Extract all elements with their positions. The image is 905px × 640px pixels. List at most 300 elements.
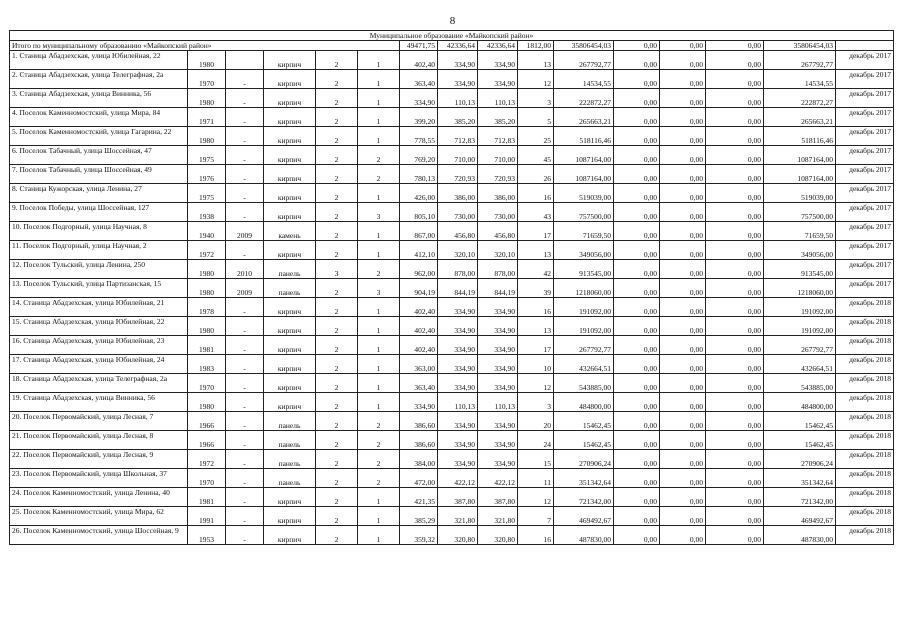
region-budget-cell: 0,00 bbox=[660, 108, 706, 127]
address-cell: 4. Поселок Каменномостский, улица Мира, 84 bbox=[10, 108, 188, 127]
address-cell: 17. Станица Абадзехская, улица Юбилейная, 24 bbox=[10, 355, 188, 374]
total-cost: 35806454,03 bbox=[554, 41, 614, 51]
owners-funds-cell: 267792,77 bbox=[764, 336, 836, 355]
private-area-cell: 456,80 bbox=[478, 222, 518, 241]
entrances-cell: 1 bbox=[358, 298, 400, 317]
local-budget-cell: 0,00 bbox=[706, 450, 764, 469]
local-budget-cell: 0,00 bbox=[706, 241, 764, 260]
table-row bbox=[10, 108, 894, 127]
region-budget-cell: 0,00 bbox=[660, 526, 706, 545]
total-area: 49471,75 bbox=[400, 41, 438, 51]
municipality-header-row bbox=[10, 31, 894, 41]
total-cost-cell: 270906,24 bbox=[554, 450, 614, 469]
residential-area-cell: 385,20 bbox=[438, 108, 478, 127]
table-row bbox=[10, 279, 894, 298]
private-area-cell: 334,90 bbox=[478, 70, 518, 89]
year-built-cell: 1981 bbox=[188, 488, 226, 507]
private-area-cell: 110,13 bbox=[478, 89, 518, 108]
local-budget-cell: 0,00 bbox=[706, 51, 764, 70]
reconstruction-year-cell: - bbox=[226, 374, 264, 393]
year-built-cell: 1953 bbox=[188, 526, 226, 545]
wall-material-cell: кирпич bbox=[264, 70, 316, 89]
owners-funds-cell: 222872,27 bbox=[764, 89, 836, 108]
floors-cell: 3 bbox=[316, 260, 358, 279]
residential-area-cell: 878,00 bbox=[438, 260, 478, 279]
local-budget-cell: 0,00 bbox=[706, 526, 764, 545]
planned-date-cell: декабрь 2018 bbox=[836, 298, 894, 317]
total-area-cell: 386,60 bbox=[400, 431, 438, 450]
region-budget-cell: 0,00 bbox=[660, 450, 706, 469]
year-built-cell: 1980 bbox=[188, 393, 226, 412]
total-area-cell: 472,00 bbox=[400, 469, 438, 488]
residents-cell: 13 bbox=[518, 241, 554, 260]
local-budget-cell: 0,00 bbox=[706, 70, 764, 89]
private-area-cell: 334,90 bbox=[478, 450, 518, 469]
local-budget-cell: 0,00 bbox=[706, 507, 764, 526]
year-built-cell: 1971 bbox=[188, 108, 226, 127]
floors-cell: 2 bbox=[316, 393, 358, 412]
wall-material-cell: кирпич bbox=[264, 184, 316, 203]
year-built-cell: 1938 bbox=[188, 203, 226, 222]
reconstruction-year-cell: - bbox=[226, 431, 264, 450]
fund-cell: 0,00 bbox=[614, 146, 660, 165]
wall-material-cell: кирпич bbox=[264, 203, 316, 222]
floors-cell: 2 bbox=[316, 412, 358, 431]
fund-cell: 0,00 bbox=[614, 507, 660, 526]
reconstruction-year-cell: - bbox=[226, 89, 264, 108]
floors-cell: 2 bbox=[316, 108, 358, 127]
residential-area-cell: 334,90 bbox=[438, 70, 478, 89]
total-cost-cell: 191092,00 bbox=[554, 317, 614, 336]
floors-cell: 2 bbox=[316, 203, 358, 222]
fund-cell: 0,00 bbox=[614, 374, 660, 393]
wall-material-cell: панель bbox=[264, 469, 316, 488]
table-row bbox=[10, 336, 894, 355]
local-budget-cell: 0,00 bbox=[706, 184, 764, 203]
address-cell: 14. Станица Абадзехская, улица Юбилейная, 21 bbox=[10, 298, 188, 317]
reconstruction-year-cell: - bbox=[226, 165, 264, 184]
entrances-cell: 1 bbox=[358, 336, 400, 355]
planned-date-cell: декабрь 2018 bbox=[836, 374, 894, 393]
address-cell: 8. Станица Кужорская, улица Ленина, 27 bbox=[10, 184, 188, 203]
housing-program-table bbox=[9, 30, 894, 545]
total-area-cell: 385,29 bbox=[400, 507, 438, 526]
owners-funds-cell: 913545,00 bbox=[764, 260, 836, 279]
address-cell: 13. Поселок Тульский, улица Партизанская, 15 bbox=[10, 279, 188, 298]
region-budget-cell: 0,00 bbox=[660, 412, 706, 431]
total-cost-cell: 1087164,00 bbox=[554, 146, 614, 165]
owners-funds-cell: 270906,24 bbox=[764, 450, 836, 469]
residential-area-cell: 321,80 bbox=[438, 507, 478, 526]
owners-funds-cell: 518116,46 bbox=[764, 127, 836, 146]
entrances-cell: 1 bbox=[358, 241, 400, 260]
total-area-cell: 778,55 bbox=[400, 127, 438, 146]
residents-cell: 17 bbox=[518, 222, 554, 241]
total-cost-cell: 351342,64 bbox=[554, 469, 614, 488]
residential-area-cell: 456,80 bbox=[438, 222, 478, 241]
total-area-cell: 363,40 bbox=[400, 374, 438, 393]
address-cell: 18. Станица Абадзехская, улица Телеграфная, 2а bbox=[10, 374, 188, 393]
total-fund: 0,00 bbox=[614, 41, 660, 51]
residents-cell: 13 bbox=[518, 317, 554, 336]
entrances-cell: 2 bbox=[358, 165, 400, 184]
floors-cell: 2 bbox=[316, 70, 358, 89]
year-built-cell: 1980 bbox=[188, 127, 226, 146]
reconstruction-year-cell: 2009 bbox=[226, 279, 264, 298]
fund-cell: 0,00 bbox=[614, 355, 660, 374]
entrances-cell: 2 bbox=[358, 412, 400, 431]
residential-area-cell: 320,80 bbox=[438, 526, 478, 545]
entrances-cell: 1 bbox=[358, 222, 400, 241]
address-cell: 9. Поселок Победы, улица Шоссейная, 127 bbox=[10, 203, 188, 222]
owners-funds-cell: 267792,77 bbox=[764, 51, 836, 70]
owners-funds-cell: 265663,21 bbox=[764, 108, 836, 127]
region-budget-cell: 0,00 bbox=[660, 260, 706, 279]
floors-cell: 2 bbox=[316, 89, 358, 108]
region-budget-cell: 0,00 bbox=[660, 317, 706, 336]
total-cost-cell: 757500,00 bbox=[554, 203, 614, 222]
residential-area-cell: 334,90 bbox=[438, 317, 478, 336]
reconstruction-year-cell: - bbox=[226, 393, 264, 412]
fund-cell: 0,00 bbox=[614, 526, 660, 545]
address-cell: 1. Станица Абадзехская, улица Юбилейная, 22 bbox=[10, 51, 188, 70]
table-row bbox=[10, 203, 894, 222]
table-row bbox=[10, 412, 894, 431]
address-cell: 19. Станица Абадзехская, улица Винника, 56 bbox=[10, 393, 188, 412]
year-built-cell: 1980 bbox=[188, 260, 226, 279]
owners-funds-cell: 15462,45 bbox=[764, 412, 836, 431]
fund-cell: 0,00 bbox=[614, 108, 660, 127]
table-row bbox=[10, 184, 894, 203]
entrances-cell: 2 bbox=[358, 146, 400, 165]
fund-cell: 0,00 bbox=[614, 336, 660, 355]
total-cost-cell: 432664,51 bbox=[554, 355, 614, 374]
private-area-cell: 334,90 bbox=[478, 317, 518, 336]
total-cost-cell: 267792,77 bbox=[554, 336, 614, 355]
floors-cell: 2 bbox=[316, 450, 358, 469]
planned-date-cell: декабрь 2018 bbox=[836, 336, 894, 355]
reconstruction-year-cell: - bbox=[226, 469, 264, 488]
table-row bbox=[10, 222, 894, 241]
reconstruction-year-cell: - bbox=[226, 488, 264, 507]
total-area-cell: 402,40 bbox=[400, 298, 438, 317]
total-cost-cell: 1087164,00 bbox=[554, 165, 614, 184]
fund-cell: 0,00 bbox=[614, 298, 660, 317]
residents-cell: 26 bbox=[518, 165, 554, 184]
entrances-cell: 1 bbox=[358, 355, 400, 374]
total-cost-cell: 518116,46 bbox=[554, 127, 614, 146]
fund-cell: 0,00 bbox=[614, 51, 660, 70]
owners-funds-cell: 351342,64 bbox=[764, 469, 836, 488]
address-cell: 21. Поселок Первомайский, улица Лесная, 8 bbox=[10, 431, 188, 450]
owners-funds-cell: 191092,00 bbox=[764, 298, 836, 317]
entrances-cell: 2 bbox=[358, 431, 400, 450]
region-budget-cell: 0,00 bbox=[660, 222, 706, 241]
entrances-cell: 1 bbox=[358, 184, 400, 203]
owners-funds-cell: 14534,55 bbox=[764, 70, 836, 89]
owners-funds-cell: 519039,00 bbox=[764, 184, 836, 203]
year-built-cell: 1980 bbox=[188, 89, 226, 108]
fund-cell: 0,00 bbox=[614, 260, 660, 279]
total-cost-cell: 721342,00 bbox=[554, 488, 614, 507]
local-budget-cell: 0,00 bbox=[706, 127, 764, 146]
reconstruction-year-cell: - bbox=[226, 336, 264, 355]
total-cost-cell: 543885,00 bbox=[554, 374, 614, 393]
residential-area-cell: 710,00 bbox=[438, 146, 478, 165]
total-area-cell: 421,35 bbox=[400, 488, 438, 507]
entrances-cell: 1 bbox=[358, 488, 400, 507]
private-area-cell: 320,80 bbox=[478, 526, 518, 545]
local-budget-cell: 0,00 bbox=[706, 374, 764, 393]
residential-area-cell: 334,90 bbox=[438, 51, 478, 70]
residents-cell: 25 bbox=[518, 127, 554, 146]
wall-material-cell: кирпич bbox=[264, 108, 316, 127]
wall-material-cell: кирпич bbox=[264, 336, 316, 355]
reconstruction-year-cell: - bbox=[226, 526, 264, 545]
residential-area-cell: 387,80 bbox=[438, 488, 478, 507]
total-region: 0,00 bbox=[660, 41, 706, 51]
table-row bbox=[10, 526, 894, 545]
local-budget-cell: 0,00 bbox=[706, 279, 764, 298]
total-area-cell: 399,20 bbox=[400, 108, 438, 127]
entrances-cell: 3 bbox=[358, 203, 400, 222]
region-budget-cell: 0,00 bbox=[660, 51, 706, 70]
table-row bbox=[10, 317, 894, 336]
local-budget-cell: 0,00 bbox=[706, 165, 764, 184]
reconstruction-year-cell: - bbox=[226, 70, 264, 89]
residential-area-cell: 386,00 bbox=[438, 184, 478, 203]
address-cell: 24. Поселок Каменномостский, улица Ленина, 40 bbox=[10, 488, 188, 507]
residents-cell: 3 bbox=[518, 393, 554, 412]
floors-cell: 2 bbox=[316, 431, 358, 450]
planned-date-cell: декабрь 2018 bbox=[836, 450, 894, 469]
total-cost-cell: 1218060,00 bbox=[554, 279, 614, 298]
residents-cell: 16 bbox=[518, 298, 554, 317]
residents-cell: 45 bbox=[518, 146, 554, 165]
floors-cell: 2 bbox=[316, 336, 358, 355]
local-budget-cell: 0,00 bbox=[706, 393, 764, 412]
fund-cell: 0,00 bbox=[614, 488, 660, 507]
wall-material-cell: кирпич bbox=[264, 89, 316, 108]
owners-funds-cell: 1218060,00 bbox=[764, 279, 836, 298]
total-area-cell: 904,19 bbox=[400, 279, 438, 298]
entrances-cell: 1 bbox=[358, 70, 400, 89]
address-cell: 23. Поселок Первомайский, улица Школьная, 37 bbox=[10, 469, 188, 488]
local-budget-cell: 0,00 bbox=[706, 108, 764, 127]
table-row bbox=[10, 393, 894, 412]
local-budget-cell: 0,00 bbox=[706, 336, 764, 355]
total-label: Итого по муниципальному образованию «Майкопский район» bbox=[10, 41, 400, 51]
total-area-cell: 334,90 bbox=[400, 393, 438, 412]
total-area-cell: 363,00 bbox=[400, 355, 438, 374]
region-budget-cell: 0,00 bbox=[660, 165, 706, 184]
local-budget-cell: 0,00 bbox=[706, 469, 764, 488]
year-built-cell: 1970 bbox=[188, 374, 226, 393]
planned-date-cell: декабрь 2017 bbox=[836, 241, 894, 260]
total-area-residential: 42336,64 bbox=[438, 41, 478, 51]
private-area-cell: 334,90 bbox=[478, 431, 518, 450]
region-budget-cell: 0,00 bbox=[660, 298, 706, 317]
wall-material-cell: кирпич bbox=[264, 526, 316, 545]
reconstruction-year-cell: - bbox=[226, 127, 264, 146]
residents-cell: 12 bbox=[518, 488, 554, 507]
wall-material-cell: кирпич bbox=[264, 241, 316, 260]
residential-area-cell: 334,90 bbox=[438, 450, 478, 469]
floors-cell: 2 bbox=[316, 184, 358, 203]
address-cell: 5. Поселок Каменномостский, улица Гагарина, 22 bbox=[10, 127, 188, 146]
planned-date-cell: декабрь 2017 bbox=[836, 222, 894, 241]
entrances-cell: 1 bbox=[358, 507, 400, 526]
residential-area-cell: 334,90 bbox=[438, 298, 478, 317]
fund-cell: 0,00 bbox=[614, 203, 660, 222]
private-area-cell: 334,90 bbox=[478, 374, 518, 393]
floors-cell: 2 bbox=[316, 279, 358, 298]
residential-area-cell: 422,12 bbox=[438, 469, 478, 488]
table-row bbox=[10, 374, 894, 393]
fund-cell: 0,00 bbox=[614, 279, 660, 298]
table-row bbox=[10, 507, 894, 526]
wall-material-cell: панель bbox=[264, 450, 316, 469]
owners-funds-cell: 469492,67 bbox=[764, 507, 836, 526]
floors-cell: 2 bbox=[316, 507, 358, 526]
total-area-cell: 384,00 bbox=[400, 450, 438, 469]
region-budget-cell: 0,00 bbox=[660, 279, 706, 298]
reconstruction-year-cell: - bbox=[226, 450, 264, 469]
residents-cell: 7 bbox=[518, 507, 554, 526]
entrances-cell: 1 bbox=[358, 51, 400, 70]
year-built-cell: 1983 bbox=[188, 355, 226, 374]
total-cost-cell: 15462,45 bbox=[554, 412, 614, 431]
entrances-cell: 1 bbox=[358, 108, 400, 127]
wall-material-cell: кирпич bbox=[264, 355, 316, 374]
planned-date-cell: декабрь 2017 bbox=[836, 260, 894, 279]
year-built-cell: 1970 bbox=[188, 70, 226, 89]
table-row bbox=[10, 431, 894, 450]
floors-cell: 2 bbox=[316, 526, 358, 545]
planned-date-cell: декабрь 2017 bbox=[836, 165, 894, 184]
fund-cell: 0,00 bbox=[614, 241, 660, 260]
year-built-cell: 1976 bbox=[188, 165, 226, 184]
total-area-cell: 386,60 bbox=[400, 412, 438, 431]
private-area-cell: 385,20 bbox=[478, 108, 518, 127]
table-row bbox=[10, 146, 894, 165]
entrances-cell: 3 bbox=[358, 279, 400, 298]
region-budget-cell: 0,00 bbox=[660, 355, 706, 374]
total-owners: 35806454,03 bbox=[764, 41, 836, 51]
private-area-cell: 321,80 bbox=[478, 507, 518, 526]
wall-material-cell: панель bbox=[264, 431, 316, 450]
residential-area-cell: 712,83 bbox=[438, 127, 478, 146]
total-area-cell: 867,00 bbox=[400, 222, 438, 241]
fund-cell: 0,00 bbox=[614, 393, 660, 412]
private-area-cell: 334,90 bbox=[478, 51, 518, 70]
total-area-cell: 426,00 bbox=[400, 184, 438, 203]
owners-funds-cell: 757500,00 bbox=[764, 203, 836, 222]
year-built-cell: 1972 bbox=[188, 241, 226, 260]
table-row bbox=[10, 70, 894, 89]
region-budget-cell: 0,00 bbox=[660, 127, 706, 146]
planned-date-cell: декабрь 2017 bbox=[836, 70, 894, 89]
planned-date-cell: декабрь 2018 bbox=[836, 507, 894, 526]
reconstruction-year-cell: - bbox=[226, 412, 264, 431]
address-cell: 11. Поселок Подгорный, улица Научная, 2 bbox=[10, 241, 188, 260]
local-budget-cell: 0,00 bbox=[706, 298, 764, 317]
entrances-cell: 2 bbox=[358, 450, 400, 469]
total-area-cell: 805,10 bbox=[400, 203, 438, 222]
residential-area-cell: 334,90 bbox=[438, 412, 478, 431]
fund-cell: 0,00 bbox=[614, 412, 660, 431]
wall-material-cell: кирпич bbox=[264, 507, 316, 526]
total-date bbox=[836, 41, 894, 51]
total-cost-cell: 265663,21 bbox=[554, 108, 614, 127]
floors-cell: 2 bbox=[316, 469, 358, 488]
residents-cell: 10 bbox=[518, 355, 554, 374]
total-area-cell: 402,40 bbox=[400, 51, 438, 70]
fund-cell: 0,00 bbox=[614, 184, 660, 203]
total-cost-cell: 469492,67 bbox=[554, 507, 614, 526]
planned-date-cell: декабрь 2017 bbox=[836, 108, 894, 127]
residents-cell: 43 bbox=[518, 203, 554, 222]
year-built-cell: 1975 bbox=[188, 184, 226, 203]
region-budget-cell: 0,00 bbox=[660, 336, 706, 355]
address-cell: 7. Поселок Табачный, улица Шоссейная, 49 bbox=[10, 165, 188, 184]
owners-funds-cell: 349056,00 bbox=[764, 241, 836, 260]
private-area-cell: 386,00 bbox=[478, 184, 518, 203]
residents-cell: 12 bbox=[518, 70, 554, 89]
region-budget-cell: 0,00 bbox=[660, 89, 706, 108]
reconstruction-year-cell: - bbox=[226, 203, 264, 222]
table-row bbox=[10, 241, 894, 260]
local-budget-cell: 0,00 bbox=[706, 260, 764, 279]
residents-cell: 11 bbox=[518, 469, 554, 488]
residents-cell: 16 bbox=[518, 526, 554, 545]
total-area-cell: 334,90 bbox=[400, 89, 438, 108]
total-cost-cell: 484800,00 bbox=[554, 393, 614, 412]
table-row bbox=[10, 127, 894, 146]
wall-material-cell: кирпич bbox=[264, 488, 316, 507]
reconstruction-year-cell bbox=[226, 51, 264, 70]
residents-cell: 12 bbox=[518, 374, 554, 393]
address-cell: 15. Станица Абадзехская, улица Юбилейная, 22 bbox=[10, 317, 188, 336]
wall-material-cell: панель bbox=[264, 279, 316, 298]
entrances-cell: 2 bbox=[358, 469, 400, 488]
total-cost-cell: 222872,27 bbox=[554, 89, 614, 108]
year-built-cell: 1972 bbox=[188, 450, 226, 469]
fund-cell: 0,00 bbox=[614, 469, 660, 488]
reconstruction-year-cell: - bbox=[226, 298, 264, 317]
year-built-cell: 1966 bbox=[188, 412, 226, 431]
residents-cell: 15 bbox=[518, 450, 554, 469]
total-area-cell: 359,32 bbox=[400, 526, 438, 545]
floors-cell: 2 bbox=[316, 241, 358, 260]
entrances-cell: 1 bbox=[358, 374, 400, 393]
municipality-header: Муниципальное образование «Майкопский район» bbox=[10, 31, 894, 41]
owners-funds-cell: 484800,00 bbox=[764, 393, 836, 412]
residents-cell: 39 bbox=[518, 279, 554, 298]
page-number: 8 bbox=[449, 15, 456, 27]
floors-cell: 2 bbox=[316, 51, 358, 70]
planned-date-cell: декабрь 2018 bbox=[836, 526, 894, 545]
total-cost-cell: 519039,00 bbox=[554, 184, 614, 203]
wall-material-cell: кирпич bbox=[264, 146, 316, 165]
residential-area-cell: 334,90 bbox=[438, 336, 478, 355]
year-built-cell: 1991 bbox=[188, 507, 226, 526]
table-row bbox=[10, 355, 894, 374]
floors-cell: 2 bbox=[316, 146, 358, 165]
table-row bbox=[10, 488, 894, 507]
region-budget-cell: 0,00 bbox=[660, 469, 706, 488]
private-area-cell: 422,12 bbox=[478, 469, 518, 488]
